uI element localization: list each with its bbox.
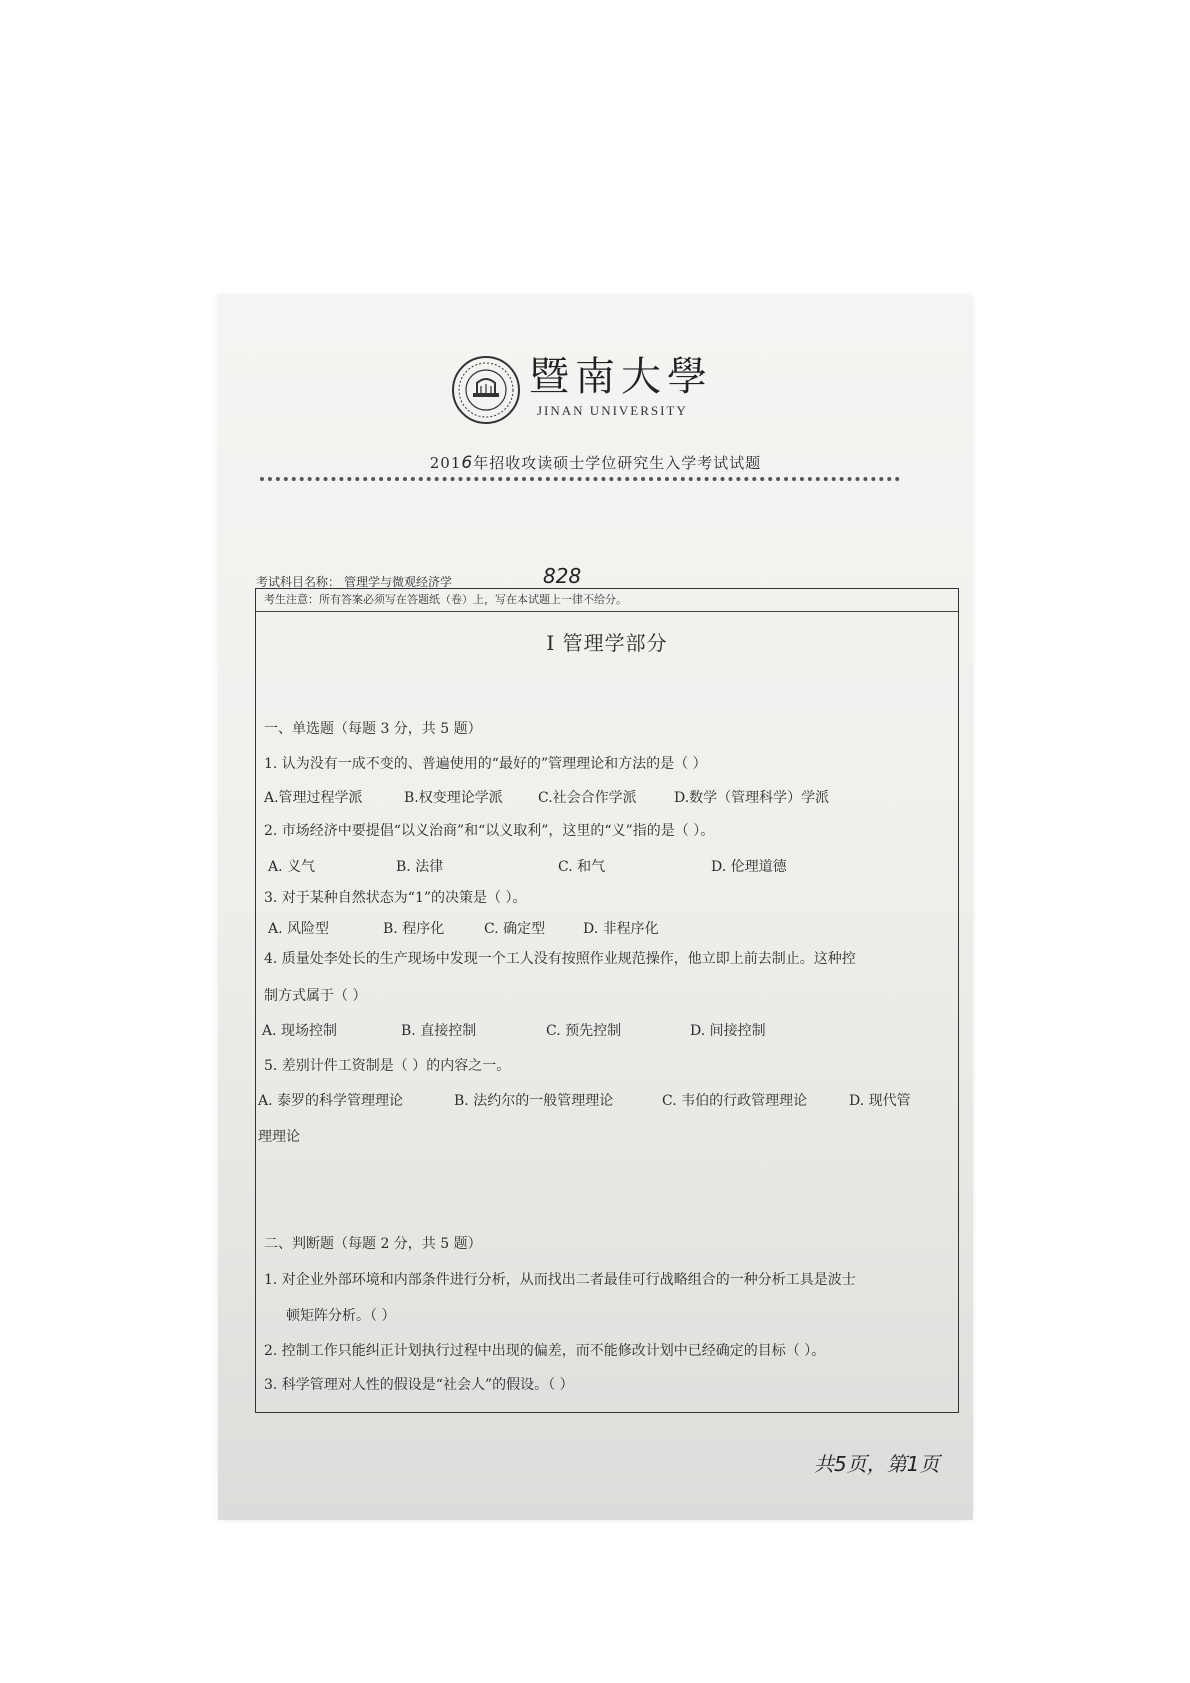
q4-option-d: D. 间接控制 xyxy=(690,1023,766,1039)
part2-heading: 二、判断题（每题 2 分，共 5 题） xyxy=(264,1236,482,1252)
q4-text-line2: 制方式属于（ ） xyxy=(264,988,367,1004)
university-name-cn: 暨南大學 xyxy=(529,354,713,400)
q3-text: 3. 对于某种自然状态为“1”的决策是（ ）。 xyxy=(264,890,527,906)
q4-text-line1: 4. 质量处李处长的生产现场中发现一个工人没有按照作业规范操作，他立即上前去制止。这种控 xyxy=(264,951,856,967)
dotted-divider xyxy=(260,477,900,481)
q2-text: 2. 市场经济中要提倡“以义治商”和“以义取利”，这里的“义”指的是（ ）。 xyxy=(264,823,715,839)
tf-q1-line1: 1. 对企业外部环境和内部条件进行分析，从而找出二者最佳可行战略组合的一种分析工具是波士 xyxy=(264,1272,856,1288)
q1-text: 1. 认为没有一成不变的、普遍使用的“最好的”管理理论和方法的是（ ） xyxy=(264,756,707,772)
q3-option-c: C. 确定型 xyxy=(484,921,546,937)
tf-q3: 3. 科学管理对人性的假设是“社会人”的假设。（ ） xyxy=(264,1377,574,1393)
q1-option-b: B.权变理论学派 xyxy=(404,790,503,806)
q2-option-b: B. 法律 xyxy=(396,859,444,875)
title-year-handwritten: 6 xyxy=(461,453,474,473)
q5-option-c: C. 韦伯的行政管理理论 xyxy=(662,1093,808,1109)
subject-code-handwritten: 828 xyxy=(543,564,582,588)
q5-option-d: D. 现代管 xyxy=(849,1093,911,1109)
q4-option-b: B. 直接控制 xyxy=(401,1023,477,1039)
q3-option-d: D. 非程序化 xyxy=(583,921,659,937)
q4-option-c: C. 预先控制 xyxy=(546,1023,622,1039)
title-year-prefix: 201 xyxy=(429,454,462,472)
part1-heading: 一、单选题（每题 3 分，共 5 题） xyxy=(264,721,482,737)
candidate-notice: 考生注意：所有答案必须写在答题纸（卷）上，写在本试题上一律不给分。 xyxy=(256,589,958,612)
q3-option-a: A. 风险型 xyxy=(268,921,330,937)
subject-label: 考试科目名称： xyxy=(256,575,341,589)
q3-option-b: B. 程序化 xyxy=(383,921,445,937)
q5-option-a: A. 泰罗的科学管理理论 xyxy=(258,1093,404,1109)
university-seal-icon xyxy=(451,355,521,425)
q1-option-d: D.数学（管理科学）学派 xyxy=(674,790,830,806)
q2-option-c: C. 和气 xyxy=(558,859,606,875)
section-title: I 管理学部分 xyxy=(546,631,668,655)
tf-q1-line2: 顿矩阵分析。（ ） xyxy=(286,1308,396,1324)
tf-q2: 2. 控制工作只能纠正计划执行过程中出现的偏差，而不能修改计划中已经确定的目标（ ）。 xyxy=(264,1343,826,1359)
exam-title xyxy=(218,452,973,473)
q2-option-d: D. 伦理道德 xyxy=(711,859,787,875)
q5-text: 5. 差别计件工资制是（ ）的内容之一。 xyxy=(264,1058,511,1074)
q1-option-a: A.管理过程学派 xyxy=(264,790,363,806)
question-box xyxy=(255,588,959,1413)
university-logo xyxy=(451,355,751,435)
q5-option-b: B. 法约尔的一般管理理论 xyxy=(454,1093,614,1109)
title-rest: 年招收攻读硕士学位研究生入学考试试题 xyxy=(473,454,762,472)
university-name-en: JINAN UNIVERSITY xyxy=(537,403,688,418)
q1-option-c: C.社会合作学派 xyxy=(538,790,637,806)
q2-option-a: A. 义气 xyxy=(268,859,316,875)
q5-option-d-continued: 理理论 xyxy=(258,1129,300,1145)
subject-value: 管理学与微观经济学 xyxy=(344,575,453,589)
page-number-handwritten: 共5页，第1页 xyxy=(814,1452,940,1476)
q4-option-a: A. 现场控制 xyxy=(262,1023,338,1039)
exam-paper xyxy=(218,295,973,1520)
